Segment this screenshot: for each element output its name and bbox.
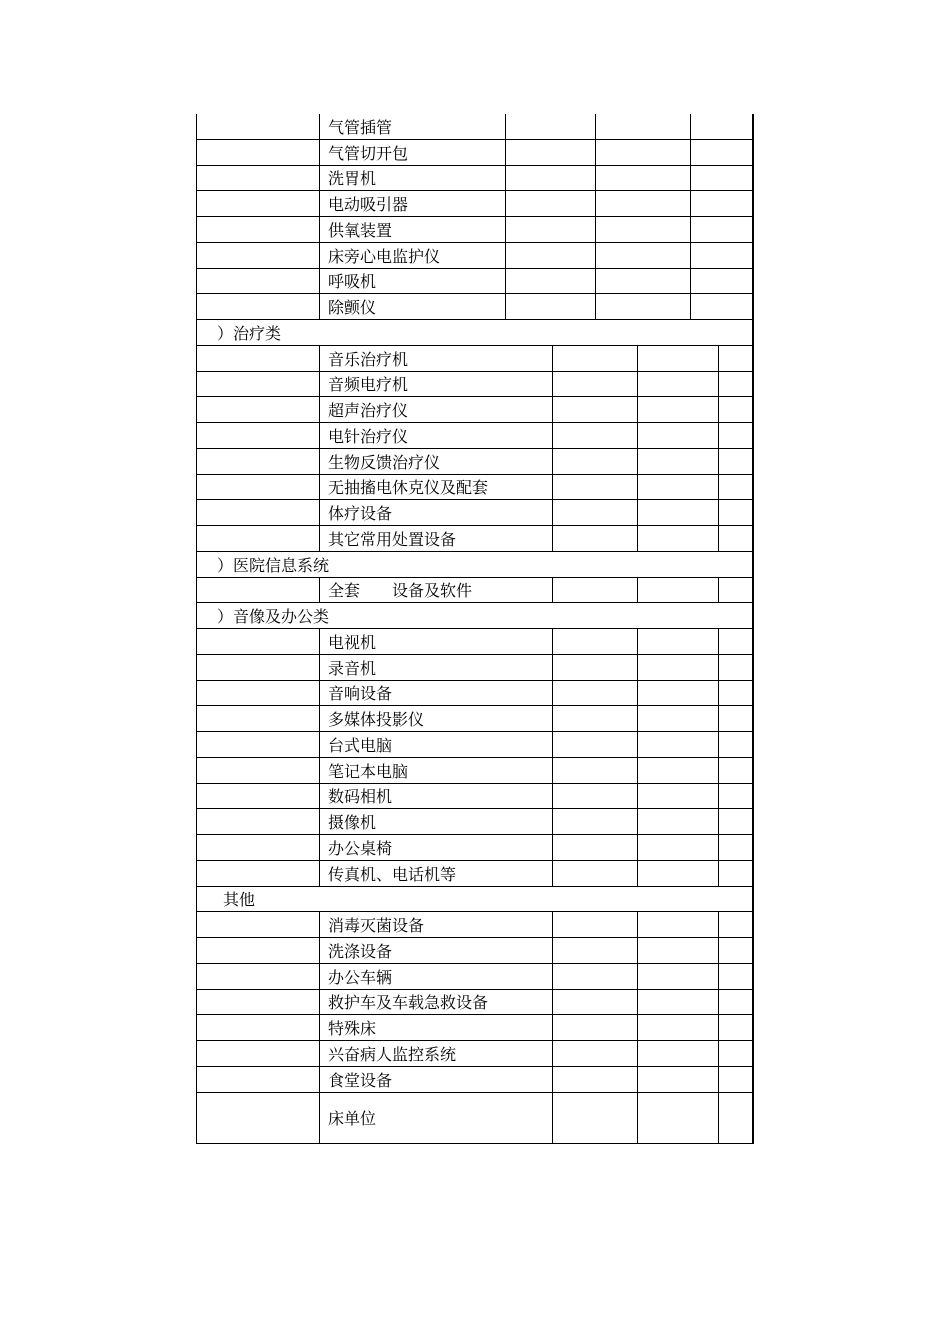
table-cell [319,835,320,860]
table-cell [595,294,596,319]
table-section [196,552,754,604]
table-cell [718,1067,719,1092]
table-cell [718,681,719,706]
table-cell [595,140,596,165]
table-cell [319,1015,320,1040]
table-cell [718,1015,719,1040]
table-row [196,114,754,140]
table-cell [319,269,320,294]
item-name: 多媒体投影仪 [328,710,425,730]
item-name: 消毒灭菌设备 [328,916,425,936]
table-cell [637,500,638,525]
table-cell [552,1041,553,1066]
table-cell [319,166,320,191]
table-cell [319,629,320,654]
table-row [196,166,754,192]
table-section [196,887,754,1145]
table-section [196,603,754,886]
section-header [196,320,754,346]
table-row [196,912,754,938]
table-cell [690,140,691,165]
table-cell [552,500,553,525]
table-cell [690,191,691,216]
table-cell [595,243,596,268]
table-cell [319,191,320,216]
table-cell [718,1093,719,1144]
table-cell [718,706,719,731]
item-name: 气管插管 [328,117,393,137]
table-cell [552,397,553,422]
table-cell [552,629,553,654]
table-row [196,346,754,372]
table-cell [690,217,691,242]
table-section [196,320,754,552]
table-cell [319,526,320,551]
table-cell [637,784,638,809]
table-cell [319,681,320,706]
table-cell [505,243,506,268]
table-cell [718,758,719,783]
table-cell [505,166,506,191]
table-cell [637,449,638,474]
table-row [196,655,754,681]
table-row [196,269,754,295]
table-cell [319,912,320,937]
table-cell [319,449,320,474]
table-row [196,140,754,166]
table-cell [319,784,320,809]
table-cell [319,1041,320,1066]
table-cell [552,861,553,886]
table-cell [718,835,719,860]
section-title: 其他 [223,890,256,910]
table-cell [595,269,596,294]
item-name: 办公车辆 [328,967,393,987]
table-cell [595,114,596,139]
table-cell [552,990,553,1015]
table-cell [595,166,596,191]
table-block-continued [196,114,754,320]
table-cell [552,449,553,474]
table-cell [718,938,719,963]
table-row [196,990,754,1016]
table-cell [319,500,320,525]
table-cell [319,217,320,242]
table-row [196,835,754,861]
table-cell [552,809,553,834]
item-name: 供氧装置 [328,220,393,240]
table-row [196,629,754,655]
table-cell [637,681,638,706]
table-cell [718,1041,719,1066]
table-cell [319,655,320,680]
table-cell [637,526,638,551]
section-title: ）医院信息系统 [217,555,330,575]
table-cell [319,475,320,500]
table-row [196,1041,754,1067]
table-cell [552,732,553,757]
item-name: 气管切开包 [328,143,409,163]
table-row [196,423,754,449]
table-cell [552,938,553,963]
table-row [196,217,754,243]
item-name: 除颤仪 [328,298,377,318]
table-cell [718,629,719,654]
table-cell [637,938,638,963]
table-cell [637,578,638,603]
table-cell [319,423,320,448]
table-row [196,294,754,320]
table-cell [637,809,638,834]
table-cell [637,475,638,500]
table-cell [690,166,691,191]
table-cell [505,140,506,165]
table-row [196,758,754,784]
table-row [196,191,754,217]
table-cell [718,784,719,809]
table-cell [690,294,691,319]
table-row [196,475,754,501]
table-cell [637,1041,638,1066]
table-cell [552,1015,553,1040]
table-cell [552,681,553,706]
table-cell [637,861,638,886]
table-cell [319,140,320,165]
table-cell [690,269,691,294]
table-cell [319,861,320,886]
table-cell [637,835,638,860]
table-cell [319,346,320,371]
table-row [196,1067,754,1093]
table-cell [552,706,553,731]
table-cell [718,397,719,422]
equipment-table [196,114,754,1144]
table-cell [319,578,320,603]
table-cell [552,372,553,397]
table-cell [505,191,506,216]
item-name: 其它常用处置设备 [328,529,457,549]
table-row [196,397,754,423]
table-cell [718,964,719,989]
item-name: 数码相机 [328,787,393,807]
table-cell [637,1093,638,1144]
table-cell [552,526,553,551]
table-cell [637,372,638,397]
table-row [196,784,754,810]
table-cell [718,809,719,834]
section-title: ）音像及办公类 [217,607,330,627]
table-cell [718,732,719,757]
table-cell [718,346,719,371]
table-cell [505,269,506,294]
table-cell [552,964,553,989]
table-cell [718,449,719,474]
table-row [196,449,754,475]
item-name: 救护车及车载急救设备 [328,993,489,1013]
section-header [196,887,754,913]
table-cell [718,500,719,525]
table-cell [637,964,638,989]
table-row [196,938,754,964]
table-cell [505,114,506,139]
table-row [196,861,754,887]
item-name: 电针治疗仪 [328,426,409,446]
table-cell [319,372,320,397]
item-name: 音频电疗机 [328,375,409,395]
item-name: 全套 设备及软件 [328,581,473,601]
table-cell [637,1015,638,1040]
item-name: 食堂设备 [328,1070,393,1090]
item-name: 台式电脑 [328,735,393,755]
table-cell [552,655,553,680]
table-cell [690,243,691,268]
table-cell [552,835,553,860]
table-row [196,706,754,732]
table-row [196,964,754,990]
table-cell [718,526,719,551]
table-cell [505,294,506,319]
table-cell [690,114,691,139]
section-header [196,603,754,629]
item-name: 特殊床 [328,1019,377,1039]
table-cell [552,475,553,500]
item-name: 电视机 [328,632,377,652]
table-cell [637,397,638,422]
table-cell [319,758,320,783]
table-cell [637,346,638,371]
table-cell [595,191,596,216]
table-cell [637,732,638,757]
table-cell [552,758,553,783]
table-cell [319,706,320,731]
table-cell [718,990,719,1015]
table-row [196,1093,754,1145]
table-cell [552,578,553,603]
table-cell [637,655,638,680]
item-name: 电动吸引器 [328,195,409,215]
item-name: 生物反馈治疗仪 [328,452,441,472]
table-cell [319,938,320,963]
table-cell [718,423,719,448]
table-cell [718,578,719,603]
item-name: 音响设备 [328,684,393,704]
table-cell [319,809,320,834]
table-cell [319,243,320,268]
table-cell [718,475,719,500]
item-name: 洗胃机 [328,169,377,189]
table-cell [637,423,638,448]
table-row [196,681,754,707]
item-name: 床旁心电监护仪 [328,246,441,266]
table-cell [319,964,320,989]
table-row [196,732,754,758]
section-title: ）治疗类 [217,323,282,343]
item-name: 体疗设备 [328,504,393,524]
item-name: 办公桌椅 [328,838,393,858]
item-name: 洗涤设备 [328,941,393,961]
table-cell [319,397,320,422]
table-cell [595,217,596,242]
table-cell [319,1067,320,1092]
item-name: 音乐治疗机 [328,349,409,369]
table-cell [319,1093,320,1144]
table-cell [552,912,553,937]
item-name: 超声治疗仪 [328,401,409,421]
item-name: 呼吸机 [328,272,377,292]
table-row [196,526,754,552]
table-cell [637,758,638,783]
item-name: 摄像机 [328,813,377,833]
item-name: 无抽搐电休克仪及配套 [328,478,489,498]
table-cell [637,1067,638,1092]
table-cell [552,1093,553,1144]
item-name: 传真机、电话机等 [328,864,457,884]
item-name: 床单位 [328,1109,377,1129]
table-cell [505,217,506,242]
table-cell [552,1067,553,1092]
table-row [196,1015,754,1041]
table-cell [552,784,553,809]
table-cell [637,912,638,937]
table-row [196,809,754,835]
table-cell [637,629,638,654]
table-cell [718,655,719,680]
table-row [196,500,754,526]
table-row [196,372,754,398]
table-cell [319,294,320,319]
table-cell [637,706,638,731]
table-row [196,243,754,269]
item-name: 笔记本电脑 [328,761,409,781]
table-cell [718,861,719,886]
section-header [196,552,754,578]
table-cell [718,912,719,937]
table-row [196,578,754,604]
table-cell [718,372,719,397]
table-cell [319,990,320,1015]
table-cell [552,346,553,371]
table-cell [637,990,638,1015]
table-cell [319,732,320,757]
item-name: 兴奋病人监控系统 [328,1044,457,1064]
table-cell [319,114,320,139]
table-cell [552,423,553,448]
item-name: 录音机 [328,658,377,678]
